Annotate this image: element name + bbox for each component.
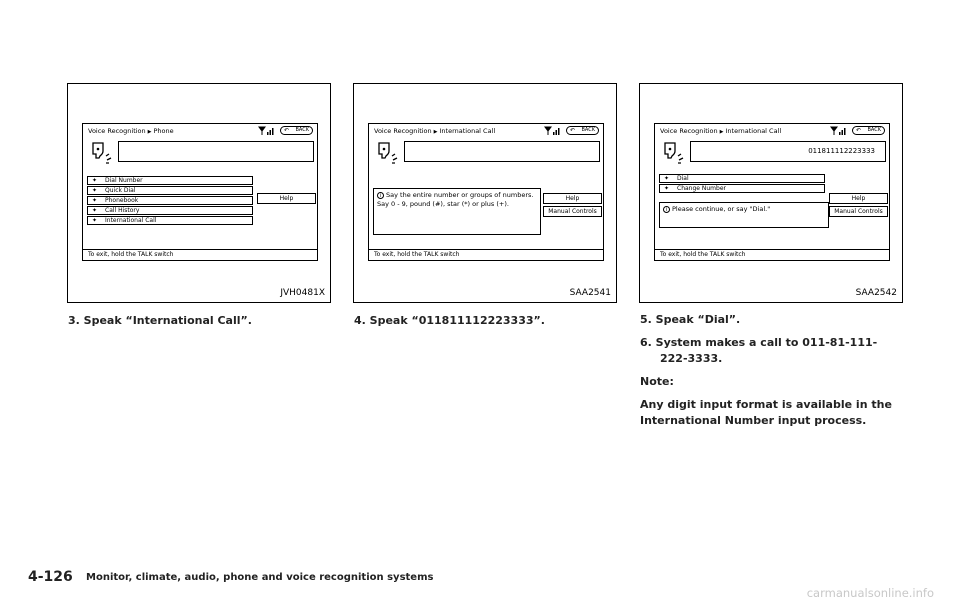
menu-item-label: Quick Dial <box>105 187 136 194</box>
menu-item-international-call[interactable] <box>87 216 253 225</box>
title-right: International Call <box>725 127 782 135</box>
note-line-2: International Number input process. <box>640 414 867 427</box>
phone-screen <box>82 123 318 261</box>
back-button[interactable]: ↶ BACK <box>566 126 599 135</box>
note-label: Note: <box>640 375 674 388</box>
international-call-screen <box>368 123 604 261</box>
figure-1 <box>67 83 331 303</box>
number-input <box>118 141 314 162</box>
section-title: Monitor, climate, audio, phone and voice recognition systems <box>86 572 434 583</box>
voice-recognition-icon <box>90 141 114 167</box>
title-left: Voice Recognition <box>88 127 146 135</box>
manual-controls-button[interactable]: Manual Controls <box>829 206 888 217</box>
signal-icon <box>544 126 562 136</box>
menu-item-quick-dial[interactable] <box>87 186 253 195</box>
voice-recognition-icon <box>376 141 400 167</box>
watermark: carmanualsonline.info <box>806 586 934 600</box>
voice-command-icon: ✦ <box>92 197 98 204</box>
step-5-caption: 5. Speak “Dial”. <box>640 313 741 326</box>
exit-hint: To exit, hold the TALK switch <box>655 249 889 260</box>
number-input <box>404 141 600 162</box>
voice-command-icon: ✦ <box>92 187 98 194</box>
info-icon: i <box>663 206 670 213</box>
voice-recognition-icon <box>662 141 686 167</box>
help-button[interactable]: Help <box>257 193 316 204</box>
info-message <box>373 188 541 235</box>
title-right: Phone <box>153 127 174 135</box>
page-number: 4-126 <box>28 569 73 585</box>
info-icon: i <box>377 192 384 199</box>
step-6-caption: 6. System makes a call to 011-81-111- <box>640 336 878 349</box>
step-4-caption: 4. Speak “011811112223333”. <box>354 314 545 327</box>
info-text: Say the entire number or groups of numbers. Say 0 - 9, pound (#), star (*) or plus (+). <box>377 191 534 208</box>
back-button[interactable]: ↶ BACK <box>852 126 885 135</box>
menu-item-label: Dial <box>677 175 689 182</box>
screen-title <box>660 127 781 135</box>
voice-command-icon: ✦ <box>664 185 670 192</box>
exit-hint: To exit, hold the TALK switch <box>369 249 603 260</box>
figure-3 <box>639 83 903 303</box>
manual-controls-button[interactable]: Manual Controls <box>543 206 602 217</box>
menu-item-dial-number[interactable] <box>87 176 253 185</box>
arrow-right-icon: ▶ <box>147 129 152 135</box>
title-left: Voice Recognition <box>374 127 432 135</box>
arrow-right-icon: ▶ <box>433 129 438 135</box>
back-button[interactable]: ↶ BACK <box>280 126 313 135</box>
step-6-caption-cont: 222-3333. <box>660 352 723 365</box>
voice-command-icon: ✦ <box>92 177 98 184</box>
number-input: 011811112223333 <box>690 141 886 162</box>
exit-hint: To exit, hold the TALK switch <box>83 249 317 260</box>
note-line-1: Any digit input format is available in the <box>640 398 892 411</box>
signal-icon <box>830 126 848 136</box>
menu-item-call-history[interactable] <box>87 206 253 215</box>
voice-command-icon: ✦ <box>92 217 98 224</box>
screen-title <box>374 127 495 135</box>
menu-item-label: Change Number <box>677 185 726 192</box>
figure-code: JVH0481X <box>280 288 325 298</box>
menu-item-change-number[interactable] <box>659 184 825 193</box>
signal-icon <box>258 126 276 136</box>
voice-command-icon: ✦ <box>92 207 98 214</box>
help-button[interactable]: Help <box>543 193 602 204</box>
step-3-caption: 3. Speak “International Call”. <box>68 314 252 327</box>
menu-item-dial[interactable] <box>659 174 825 183</box>
figure-code: SAA2541 <box>569 288 611 298</box>
international-call-confirm-screen <box>654 123 890 261</box>
figure-code: SAA2542 <box>855 288 897 298</box>
title-left: Voice Recognition <box>660 127 718 135</box>
figure-2 <box>353 83 617 303</box>
menu-item-label: Dial Number <box>105 177 143 184</box>
menu-item-phonebook[interactable] <box>87 196 253 205</box>
info-text: Please continue, or say "Dial." <box>672 205 771 213</box>
help-button[interactable]: Help <box>829 193 888 204</box>
menu-item-label: Phonebook <box>105 197 139 204</box>
menu-item-label: Call History <box>105 207 140 214</box>
menu-item-label: International Call <box>105 217 157 224</box>
voice-command-icon: ✦ <box>664 175 670 182</box>
title-right: International Call <box>439 127 496 135</box>
arrow-right-icon: ▶ <box>719 129 724 135</box>
screen-title <box>88 127 174 135</box>
info-message <box>659 202 829 228</box>
